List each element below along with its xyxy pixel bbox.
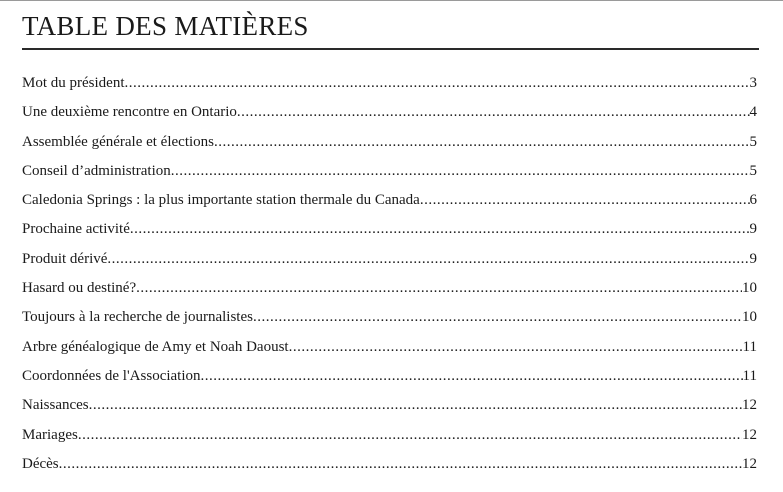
dot-leader [59, 450, 742, 479]
toc-entry[interactable] [22, 98, 757, 127]
toc-entry-page: 9 [749, 250, 757, 267]
dot-leader [107, 245, 749, 274]
toc-entry-page: 9 [749, 221, 757, 238]
dot-leader [214, 128, 750, 157]
toc-entry[interactable] [22, 215, 757, 244]
toc-entry-label: Prochaine activité [22, 221, 130, 238]
toc-entry-page: 11 [742, 367, 757, 384]
toc-entry-label: Caledonia Springs : la plus importante station thermale du Canada [22, 192, 420, 209]
dot-leader [253, 303, 742, 332]
dot-leader [136, 274, 742, 303]
toc-entry[interactable] [22, 157, 757, 186]
toc-entry[interactable] [22, 303, 757, 332]
toc-entry[interactable] [22, 421, 757, 450]
dot-leader [78, 421, 742, 450]
dot-leader [237, 98, 750, 127]
toc-entry-label: Mariages [22, 426, 78, 443]
dot-leader [289, 333, 743, 362]
toc-entry-label: Décès [22, 455, 59, 472]
toc-entry-page: 12 [742, 397, 757, 414]
toc-entry-label: Une deuxième rencontre en Ontario [22, 104, 237, 121]
dot-leader [201, 362, 743, 391]
toc-entry-page: 6 [749, 192, 757, 209]
toc-entry-label: Toujours à la recherche de journalistes [22, 309, 253, 326]
toc-entry-label: Assemblée générale et élections [22, 133, 214, 150]
dot-leader [130, 215, 750, 244]
toc-entry-label: Arbre généalogique de Amy et Noah Daoust [22, 338, 289, 355]
top-border [0, 0, 783, 1]
dot-leader [125, 69, 750, 98]
toc-entry-label: Coordonnées de l'Association [22, 367, 201, 384]
toc-entry-label: Hasard ou destiné? [22, 280, 137, 297]
toc-entry[interactable] [22, 128, 757, 157]
toc-entry-page: 12 [742, 455, 757, 472]
toc-entry[interactable] [22, 333, 757, 362]
toc-entry[interactable] [22, 245, 757, 274]
toc-entry-label: Mot du président [22, 75, 125, 91]
toc-entry-page: 4 [749, 104, 757, 121]
toc-entry-page: 11 [742, 338, 757, 355]
toc-entry[interactable] [22, 69, 757, 98]
toc-entry[interactable] [22, 274, 757, 303]
toc-entry-label: Conseil d’administration [22, 162, 171, 179]
toc-entry-label: Naissances [22, 397, 89, 414]
toc-entry-page: 10 [742, 309, 757, 326]
toc-entry[interactable] [22, 186, 757, 215]
dot-leader [420, 186, 750, 215]
toc-entry-page: 5 [749, 133, 757, 150]
toc-entry-page: 12 [742, 426, 757, 443]
toc-entry-label: Produit dérivé [22, 250, 108, 267]
toc-entry[interactable] [22, 362, 757, 391]
toc-entry-page: 3 [749, 75, 757, 91]
dot-leader [89, 391, 742, 420]
toc-entry-page: 10 [742, 280, 757, 297]
toc-list [22, 69, 757, 479]
dot-leader [171, 157, 750, 186]
page-title: TABLE DES MATIÈRES [22, 11, 309, 41]
toc-entry[interactable] [22, 391, 757, 420]
toc-entry[interactable] [22, 450, 757, 479]
title-divider [22, 48, 759, 50]
toc-entry-page: 5 [749, 162, 757, 179]
